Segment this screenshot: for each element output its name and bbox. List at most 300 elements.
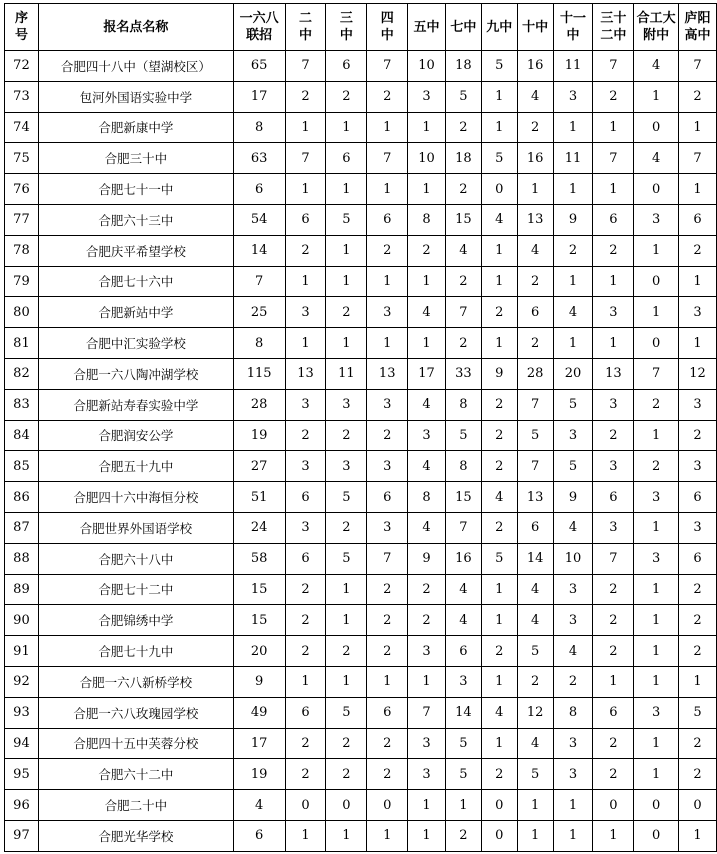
quota-value: 13 bbox=[517, 204, 553, 235]
table-row bbox=[5, 574, 717, 605]
quota-value: 3 bbox=[445, 666, 481, 697]
quota-value: 2 bbox=[481, 389, 517, 420]
quota-value: 1 bbox=[285, 820, 326, 851]
quota-value: 1 bbox=[553, 112, 593, 143]
quota-value: 1 bbox=[285, 266, 326, 297]
quota-value: 7 bbox=[367, 51, 408, 82]
quota-value: 6 bbox=[679, 204, 717, 235]
quota-value: 3 bbox=[367, 512, 408, 543]
quota-value: 5 bbox=[481, 143, 517, 174]
quota-value: 1 bbox=[481, 81, 517, 112]
row-number: 90 bbox=[5, 605, 39, 636]
quota-value: 4 bbox=[517, 605, 553, 636]
row-number: 80 bbox=[5, 297, 39, 328]
quota-value: 8 bbox=[233, 328, 285, 359]
quota-value: 6 bbox=[285, 482, 326, 513]
quota-value: 4 bbox=[517, 235, 553, 266]
quota-value: 1 bbox=[553, 790, 593, 821]
quota-value: 5 bbox=[445, 759, 481, 790]
quota-value: 13 bbox=[517, 482, 553, 513]
school-name: 合肥七十九中 bbox=[38, 636, 233, 667]
quota-value: 1 bbox=[634, 420, 679, 451]
table-row bbox=[5, 482, 717, 513]
quota-value: 5 bbox=[679, 697, 717, 728]
quota-value: 18 bbox=[445, 51, 481, 82]
table-row bbox=[5, 297, 717, 328]
school-name: 合肥庆平希望学校 bbox=[38, 235, 233, 266]
table-header bbox=[5, 4, 717, 51]
quota-value: 12 bbox=[679, 358, 717, 389]
school-name: 合肥五十九中 bbox=[38, 451, 233, 482]
quota-value: 1 bbox=[481, 728, 517, 759]
quota-value: 3 bbox=[679, 451, 717, 482]
table-body bbox=[5, 51, 717, 852]
quota-value: 1 bbox=[481, 328, 517, 359]
quota-value: 25 bbox=[233, 297, 285, 328]
quota-value: 2 bbox=[326, 420, 367, 451]
school-name: 合肥六十八中 bbox=[38, 543, 233, 574]
quota-value: 10 bbox=[553, 543, 593, 574]
quota-value: 7 bbox=[445, 297, 481, 328]
table-row bbox=[5, 605, 717, 636]
quota-value: 1 bbox=[553, 174, 593, 205]
quota-value: 0 bbox=[481, 174, 517, 205]
quota-value: 2 bbox=[326, 759, 367, 790]
quota-value: 1 bbox=[408, 266, 446, 297]
quota-value: 1 bbox=[679, 820, 717, 851]
quota-value: 3 bbox=[679, 389, 717, 420]
quota-value: 19 bbox=[233, 759, 285, 790]
quota-value: 2 bbox=[285, 81, 326, 112]
row-number: 78 bbox=[5, 235, 39, 266]
quota-value: 1 bbox=[326, 112, 367, 143]
quota-value: 2 bbox=[367, 81, 408, 112]
row-number: 82 bbox=[5, 358, 39, 389]
quota-value: 1 bbox=[285, 174, 326, 205]
quota-value: 2 bbox=[445, 112, 481, 143]
row-number: 89 bbox=[5, 574, 39, 605]
quota-value: 2 bbox=[326, 81, 367, 112]
quota-value: 2 bbox=[593, 636, 634, 667]
row-number: 81 bbox=[5, 328, 39, 359]
quota-value: 5 bbox=[326, 482, 367, 513]
quota-value: 1 bbox=[326, 605, 367, 636]
quota-value: 7 bbox=[285, 51, 326, 82]
quota-value: 17 bbox=[233, 81, 285, 112]
quota-value: 8 bbox=[233, 112, 285, 143]
row-number: 94 bbox=[5, 728, 39, 759]
quota-value: 4 bbox=[634, 143, 679, 174]
quota-value: 6 bbox=[367, 482, 408, 513]
quota-value: 65 bbox=[233, 51, 285, 82]
quota-value: 15 bbox=[233, 605, 285, 636]
quota-value: 6 bbox=[517, 512, 553, 543]
quota-value: 16 bbox=[517, 51, 553, 82]
quota-value: 2 bbox=[593, 728, 634, 759]
quota-value: 5 bbox=[445, 81, 481, 112]
quota-value: 0 bbox=[285, 790, 326, 821]
quota-value: 0 bbox=[367, 790, 408, 821]
quota-value: 7 bbox=[367, 143, 408, 174]
quota-value: 6 bbox=[593, 697, 634, 728]
table-row bbox=[5, 358, 717, 389]
quota-value: 2 bbox=[517, 666, 553, 697]
quota-value: 5 bbox=[481, 51, 517, 82]
quota-value: 2 bbox=[481, 636, 517, 667]
quota-value: 2 bbox=[326, 512, 367, 543]
school-name: 合肥新康中学 bbox=[38, 112, 233, 143]
school-name: 合肥一六八新桥学校 bbox=[38, 666, 233, 697]
school-name: 合肥一六八陶冲湖学校 bbox=[38, 358, 233, 389]
quota-value: 5 bbox=[326, 204, 367, 235]
quota-value: 2 bbox=[445, 266, 481, 297]
row-number: 84 bbox=[5, 420, 39, 451]
quota-value: 6 bbox=[593, 482, 634, 513]
quota-value: 5 bbox=[326, 697, 367, 728]
school-name: 合肥世界外国语学校 bbox=[38, 512, 233, 543]
quota-value: 1 bbox=[367, 328, 408, 359]
quota-value: 0 bbox=[326, 790, 367, 821]
school-name: 合肥六十三中 bbox=[38, 204, 233, 235]
quota-value: 2 bbox=[285, 574, 326, 605]
quota-value: 2 bbox=[367, 605, 408, 636]
table-row bbox=[5, 697, 717, 728]
quota-value: 1 bbox=[553, 820, 593, 851]
column-header: 合工大 附中 bbox=[634, 4, 679, 51]
quota-value: 3 bbox=[408, 728, 446, 759]
quota-value: 4 bbox=[481, 482, 517, 513]
quota-value: 24 bbox=[233, 512, 285, 543]
quota-value: 1 bbox=[481, 235, 517, 266]
quota-value: 4 bbox=[445, 235, 481, 266]
row-number: 88 bbox=[5, 543, 39, 574]
quota-value: 115 bbox=[233, 358, 285, 389]
row-number: 85 bbox=[5, 451, 39, 482]
quota-value: 0 bbox=[634, 266, 679, 297]
quota-value: 3 bbox=[593, 512, 634, 543]
table-row bbox=[5, 328, 717, 359]
quota-value: 1 bbox=[408, 820, 446, 851]
quota-value: 4 bbox=[408, 512, 446, 543]
school-name: 合肥锦绣中学 bbox=[38, 605, 233, 636]
column-header: 报名点名称 bbox=[38, 4, 233, 51]
table-row bbox=[5, 51, 717, 82]
header-row bbox=[5, 4, 717, 51]
quota-value: 7 bbox=[367, 543, 408, 574]
quota-value: 9 bbox=[481, 358, 517, 389]
quota-value: 2 bbox=[593, 235, 634, 266]
quota-value: 2 bbox=[679, 81, 717, 112]
quota-value: 2 bbox=[481, 512, 517, 543]
school-name: 合肥润安公学 bbox=[38, 420, 233, 451]
column-header: 十中 bbox=[517, 4, 553, 51]
school-name: 合肥七十二中 bbox=[38, 574, 233, 605]
quota-value: 63 bbox=[233, 143, 285, 174]
quota-value: 1 bbox=[367, 112, 408, 143]
quota-value: 1 bbox=[481, 666, 517, 697]
quota-value: 1 bbox=[367, 666, 408, 697]
quota-value: 6 bbox=[517, 297, 553, 328]
quota-value: 3 bbox=[553, 728, 593, 759]
quota-value: 15 bbox=[445, 482, 481, 513]
quota-value: 6 bbox=[326, 51, 367, 82]
school-name: 合肥新站中学 bbox=[38, 297, 233, 328]
school-name: 包河外国语实验中学 bbox=[38, 81, 233, 112]
quota-value: 1 bbox=[481, 266, 517, 297]
school-name: 合肥一六八玫瑰园学校 bbox=[38, 697, 233, 728]
quota-value: 20 bbox=[553, 358, 593, 389]
row-number: 96 bbox=[5, 790, 39, 821]
quota-value: 0 bbox=[634, 112, 679, 143]
quota-value: 3 bbox=[326, 451, 367, 482]
quota-value: 7 bbox=[593, 143, 634, 174]
table-row bbox=[5, 666, 717, 697]
quota-value: 2 bbox=[285, 235, 326, 266]
quota-value: 2 bbox=[593, 574, 634, 605]
quota-value: 3 bbox=[553, 81, 593, 112]
row-number: 87 bbox=[5, 512, 39, 543]
quota-value: 2 bbox=[517, 328, 553, 359]
quota-value: 6 bbox=[233, 174, 285, 205]
quota-value: 2 bbox=[326, 297, 367, 328]
quota-value: 7 bbox=[517, 389, 553, 420]
quota-value: 5 bbox=[553, 389, 593, 420]
quota-value: 3 bbox=[285, 297, 326, 328]
quota-value: 1 bbox=[326, 235, 367, 266]
quota-value: 1 bbox=[593, 174, 634, 205]
quota-value: 14 bbox=[233, 235, 285, 266]
column-header: 四 中 bbox=[367, 4, 408, 51]
quota-value: 58 bbox=[233, 543, 285, 574]
table-row bbox=[5, 143, 717, 174]
quota-value: 2 bbox=[517, 266, 553, 297]
quota-value: 4 bbox=[408, 451, 446, 482]
quota-value: 13 bbox=[367, 358, 408, 389]
quota-value: 3 bbox=[408, 759, 446, 790]
quota-value: 2 bbox=[481, 420, 517, 451]
quota-value: 3 bbox=[634, 697, 679, 728]
table-row bbox=[5, 266, 717, 297]
quota-value: 0 bbox=[634, 820, 679, 851]
quota-value: 1 bbox=[517, 174, 553, 205]
row-number: 72 bbox=[5, 51, 39, 82]
quota-value: 1 bbox=[634, 605, 679, 636]
quota-value: 4 bbox=[553, 297, 593, 328]
quota-value: 0 bbox=[481, 820, 517, 851]
table-row bbox=[5, 112, 717, 143]
quota-value: 7 bbox=[285, 143, 326, 174]
quota-value: 2 bbox=[367, 636, 408, 667]
quota-value: 5 bbox=[481, 543, 517, 574]
row-number: 79 bbox=[5, 266, 39, 297]
quota-value: 5 bbox=[445, 728, 481, 759]
quota-value: 1 bbox=[634, 81, 679, 112]
row-number: 93 bbox=[5, 697, 39, 728]
quota-value: 7 bbox=[517, 451, 553, 482]
quota-value: 1 bbox=[326, 266, 367, 297]
column-header: 一六八 联招 bbox=[233, 4, 285, 51]
quota-value: 5 bbox=[445, 420, 481, 451]
quota-value: 1 bbox=[634, 235, 679, 266]
quota-value: 3 bbox=[634, 482, 679, 513]
quota-value: 27 bbox=[233, 451, 285, 482]
column-header: 九中 bbox=[481, 4, 517, 51]
quota-value: 2 bbox=[679, 605, 717, 636]
quota-value: 3 bbox=[553, 605, 593, 636]
quota-value: 3 bbox=[367, 451, 408, 482]
quota-value: 7 bbox=[679, 143, 717, 174]
quota-value: 0 bbox=[634, 790, 679, 821]
quota-table bbox=[4, 3, 717, 852]
quota-value: 6 bbox=[445, 636, 481, 667]
quota-value: 6 bbox=[593, 204, 634, 235]
quota-value: 1 bbox=[326, 328, 367, 359]
quota-value: 5 bbox=[517, 636, 553, 667]
school-name: 合肥中汇实验学校 bbox=[38, 328, 233, 359]
quota-value: 9 bbox=[408, 543, 446, 574]
quota-value: 6 bbox=[367, 697, 408, 728]
quota-value: 13 bbox=[593, 358, 634, 389]
quota-value: 2 bbox=[679, 636, 717, 667]
quota-value: 1 bbox=[634, 297, 679, 328]
quota-value: 8 bbox=[408, 482, 446, 513]
row-number: 86 bbox=[5, 482, 39, 513]
quota-value: 2 bbox=[679, 574, 717, 605]
table-row bbox=[5, 235, 717, 266]
quota-value: 3 bbox=[408, 81, 446, 112]
table-row bbox=[5, 81, 717, 112]
quota-value: 3 bbox=[553, 574, 593, 605]
quota-value: 0 bbox=[481, 790, 517, 821]
quota-value: 4 bbox=[481, 697, 517, 728]
quota-value: 3 bbox=[634, 543, 679, 574]
quota-value: 1 bbox=[408, 112, 446, 143]
column-header: 三十 二中 bbox=[593, 4, 634, 51]
quota-value: 1 bbox=[593, 328, 634, 359]
quota-value: 2 bbox=[553, 235, 593, 266]
quota-value: 3 bbox=[553, 759, 593, 790]
quota-value: 1 bbox=[634, 574, 679, 605]
row-number: 92 bbox=[5, 666, 39, 697]
quota-value: 2 bbox=[445, 820, 481, 851]
quota-value: 1 bbox=[326, 666, 367, 697]
quota-value: 9 bbox=[553, 482, 593, 513]
quota-value: 10 bbox=[408, 51, 446, 82]
quota-value: 6 bbox=[285, 697, 326, 728]
quota-value: 2 bbox=[445, 174, 481, 205]
quota-value: 1 bbox=[593, 112, 634, 143]
quota-value: 1 bbox=[517, 790, 553, 821]
quota-value: 2 bbox=[481, 297, 517, 328]
quota-value: 2 bbox=[408, 605, 446, 636]
quota-value: 9 bbox=[233, 666, 285, 697]
row-number: 74 bbox=[5, 112, 39, 143]
quota-value: 33 bbox=[445, 358, 481, 389]
quota-value: 2 bbox=[285, 420, 326, 451]
column-header: 庐阳 高中 bbox=[679, 4, 717, 51]
quota-value: 3 bbox=[634, 204, 679, 235]
quota-value: 3 bbox=[553, 420, 593, 451]
school-name: 合肥六十二中 bbox=[38, 759, 233, 790]
quota-value: 1 bbox=[481, 574, 517, 605]
quota-value: 15 bbox=[233, 574, 285, 605]
quota-value: 1 bbox=[679, 666, 717, 697]
quota-value: 2 bbox=[593, 759, 634, 790]
quota-value: 1 bbox=[285, 112, 326, 143]
quota-value: 17 bbox=[233, 728, 285, 759]
quota-value: 2 bbox=[679, 420, 717, 451]
quota-value: 7 bbox=[593, 51, 634, 82]
quota-value: 2 bbox=[367, 420, 408, 451]
quota-value: 11 bbox=[553, 51, 593, 82]
quota-value: 17 bbox=[408, 358, 446, 389]
quota-value: 1 bbox=[553, 328, 593, 359]
quota-value: 7 bbox=[679, 51, 717, 82]
quota-value: 6 bbox=[679, 482, 717, 513]
quota-value: 2 bbox=[408, 235, 446, 266]
quota-value: 2 bbox=[481, 759, 517, 790]
quota-value: 1 bbox=[285, 328, 326, 359]
quota-value: 4 bbox=[634, 51, 679, 82]
quota-value: 5 bbox=[553, 451, 593, 482]
table-row bbox=[5, 389, 717, 420]
quota-value: 1 bbox=[285, 666, 326, 697]
quota-value: 1 bbox=[679, 266, 717, 297]
quota-value: 0 bbox=[634, 174, 679, 205]
quota-value: 3 bbox=[679, 297, 717, 328]
quota-value: 6 bbox=[233, 820, 285, 851]
quota-value: 3 bbox=[593, 389, 634, 420]
table-row bbox=[5, 451, 717, 482]
quota-value: 1 bbox=[408, 328, 446, 359]
quota-value: 6 bbox=[679, 543, 717, 574]
column-header: 序 号 bbox=[5, 4, 39, 51]
school-name: 合肥四十六中海恒分校 bbox=[38, 482, 233, 513]
quota-value: 2 bbox=[593, 605, 634, 636]
quota-value: 1 bbox=[593, 666, 634, 697]
quota-value: 1 bbox=[593, 820, 634, 851]
column-header: 七中 bbox=[445, 4, 481, 51]
quota-value: 1 bbox=[481, 112, 517, 143]
quota-value: 4 bbox=[553, 512, 593, 543]
column-header: 十一 中 bbox=[553, 4, 593, 51]
quota-value: 1 bbox=[634, 666, 679, 697]
quota-value: 54 bbox=[233, 204, 285, 235]
row-number: 76 bbox=[5, 174, 39, 205]
quota-value: 13 bbox=[285, 358, 326, 389]
quota-value: 3 bbox=[285, 512, 326, 543]
quota-value: 11 bbox=[553, 143, 593, 174]
quota-value: 8 bbox=[553, 697, 593, 728]
quota-value: 1 bbox=[408, 790, 446, 821]
school-name: 合肥二十中 bbox=[38, 790, 233, 821]
quota-value: 1 bbox=[445, 790, 481, 821]
quota-value: 1 bbox=[408, 666, 446, 697]
quota-value: 1 bbox=[634, 759, 679, 790]
quota-value: 1 bbox=[679, 112, 717, 143]
quota-value: 9 bbox=[553, 204, 593, 235]
quota-value: 2 bbox=[326, 728, 367, 759]
quota-value: 6 bbox=[367, 204, 408, 235]
quota-value: 3 bbox=[285, 389, 326, 420]
quota-value: 2 bbox=[517, 112, 553, 143]
quota-value: 0 bbox=[593, 790, 634, 821]
quota-value: 3 bbox=[593, 297, 634, 328]
quota-value: 2 bbox=[285, 759, 326, 790]
quota-value: 4 bbox=[408, 297, 446, 328]
quota-value: 6 bbox=[326, 143, 367, 174]
quota-value: 2 bbox=[679, 759, 717, 790]
